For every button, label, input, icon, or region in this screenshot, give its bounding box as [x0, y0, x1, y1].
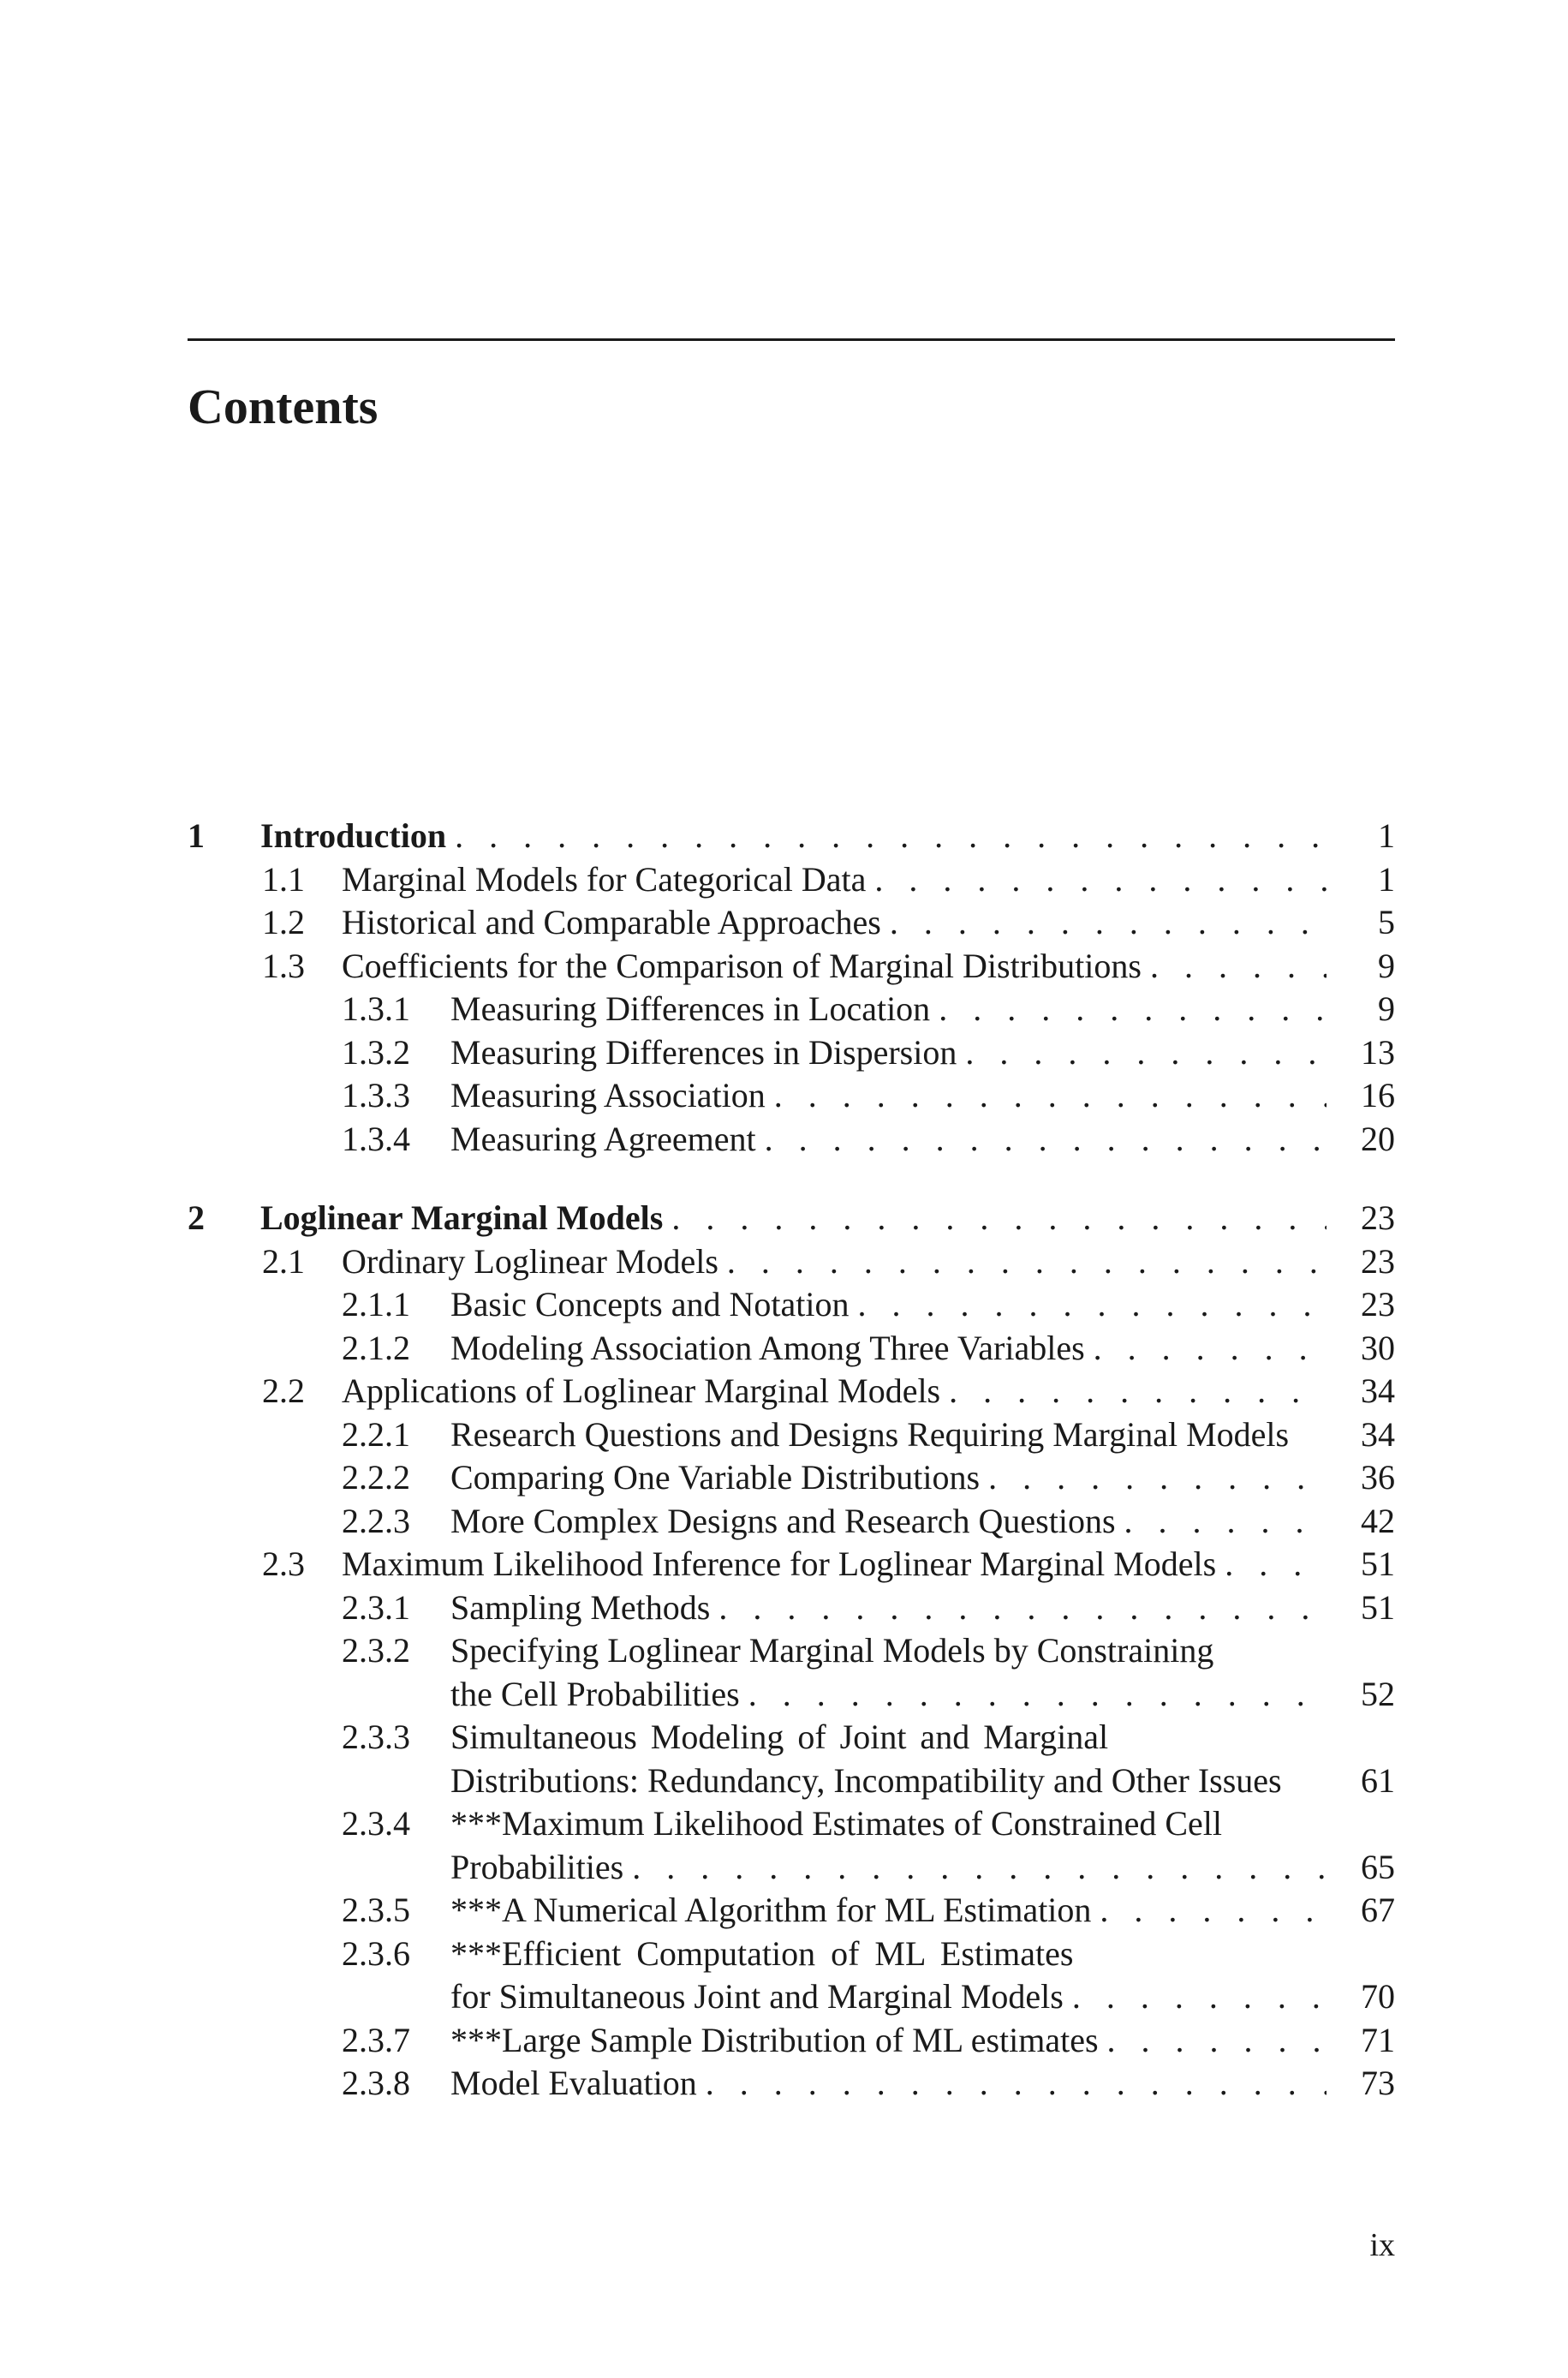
subsection-title-line2: Distributions: Redundancy, Incompatibility and Other Issues: [450, 1760, 1282, 1800]
toc-entry-2-2-3[interactable]: [188, 1500, 1395, 1544]
dot-leader: [1085, 1327, 1327, 1371]
section-number: 1.2: [262, 903, 305, 941]
page-number: 67: [1361, 1891, 1395, 1929]
toc-entry-2-3[interactable]: [188, 1543, 1395, 1586]
subsection-number: 2.3.4: [342, 1804, 410, 1843]
toc-entry-2-1-2[interactable]: [188, 1327, 1395, 1371]
page-number: 1: [1378, 859, 1395, 899]
page-number: 30: [1361, 1328, 1395, 1367]
subsection-number: 2.2.1: [342, 1414, 410, 1454]
page-number: 23: [1361, 1198, 1395, 1237]
toc-entry-2-3-6[interactable]: [188, 1933, 1395, 1976]
section-title: Historical and Comparable Approaches: [342, 903, 881, 941]
page-number: 1: [1378, 816, 1395, 855]
dot-leader: [1116, 1500, 1327, 1544]
toc-entry-2-3-4-cont[interactable]: [188, 1846, 1395, 1890]
chapter-title: Introduction: [260, 816, 447, 855]
page-number: 42: [1361, 1501, 1395, 1540]
page-number: 5: [1378, 903, 1395, 941]
subsection-title: Basic Concepts and Notation: [450, 1285, 850, 1323]
toc-entry-2-3-7[interactable]: [188, 2019, 1395, 2063]
toc-entry-2-2-1[interactable]: [188, 1413, 1395, 1457]
subsection-title-line1: Simultaneous Modeling of Joint and Marginal: [450, 1718, 1109, 1756]
page-number: 34: [1361, 1371, 1395, 1410]
toc-chapter-2[interactable]: [188, 1197, 1395, 1240]
dot-leader: [1099, 2019, 1327, 2063]
toc-entry-2-2-2[interactable]: [188, 1456, 1395, 1500]
toc-entry-1-3[interactable]: [188, 945, 1395, 989]
chapter-number: 1: [188, 816, 205, 855]
toc-entry-2-3-6-cont[interactable]: [188, 1975, 1395, 2019]
section-number: 2.1: [262, 1241, 305, 1281]
toc-entry-2-3-5[interactable]: [188, 1889, 1395, 1933]
subsection-number: 2.2.3: [342, 1501, 410, 1540]
subsection-number: 2.3.5: [342, 1891, 410, 1929]
dot-leader: [1142, 945, 1327, 989]
page-number: 23: [1361, 1285, 1395, 1323]
dot-leader: [940, 1370, 1327, 1413]
dot-leader: [710, 1586, 1327, 1630]
page-folio: ix: [1369, 2227, 1395, 2263]
top-rule: [188, 338, 1395, 341]
section-title: Ordinary Loglinear Models: [342, 1241, 718, 1281]
subsection-title: Sampling Methods: [450, 1587, 711, 1627]
toc-entry-2-3-3[interactable]: [188, 1716, 1395, 1760]
subsection-title: Model Evaluation: [450, 2064, 697, 2102]
toc-chapter-1[interactable]: [188, 815, 1395, 858]
page-number: 61: [1361, 1760, 1395, 1800]
subsection-number: 2.3.8: [342, 2064, 410, 2102]
dot-leader: [718, 1240, 1327, 1284]
subsection-number: 2.3.3: [342, 1718, 410, 1756]
dot-leader: [930, 988, 1327, 1031]
toc-entry-2-3-2-cont[interactable]: [188, 1673, 1395, 1717]
toc-entry-1-3-1[interactable]: [188, 988, 1395, 1031]
page-number: 34: [1361, 1414, 1395, 1454]
subsection-title-line2: for Simultaneous Joint and Marginal Models: [450, 1977, 1064, 2016]
page-number: 51: [1361, 1587, 1395, 1627]
subsection-number: 2.3.1: [342, 1587, 410, 1627]
subsection-number: 2.3.2: [342, 1631, 410, 1670]
toc-entry-2-1[interactable]: [188, 1240, 1395, 1284]
subsection-number: 2.2.2: [342, 1458, 410, 1497]
dot-leader: [866, 858, 1327, 902]
section-number: 2.2: [262, 1371, 305, 1410]
page-number: 20: [1361, 1119, 1395, 1158]
toc-entry-1-3-2[interactable]: [188, 1031, 1395, 1075]
dot-leader: [849, 1283, 1327, 1327]
toc-entry-1-3-3[interactable]: [188, 1074, 1395, 1118]
page-title: Contents: [188, 379, 379, 434]
subsection-number: 2.3.7: [342, 2020, 410, 2059]
subsection-title-line1: ***Efficient Computation of ML Estimates: [450, 1933, 1074, 1973]
dot-leader: [957, 1031, 1327, 1075]
subsection-number: 1.3.2: [342, 1032, 410, 1072]
page-number: 73: [1361, 2064, 1395, 2102]
toc-entry-2-1-1[interactable]: [188, 1283, 1395, 1327]
dot-leader: [740, 1673, 1327, 1717]
page-number: 36: [1361, 1458, 1395, 1497]
section-number: 1.3: [262, 946, 305, 985]
subsection-number: 1.3.4: [342, 1119, 410, 1158]
dot-leader: [980, 1456, 1327, 1500]
chapter-title: Loglinear Marginal Models: [260, 1198, 664, 1237]
toc-entry-2-3-2[interactable]: [188, 1629, 1395, 1673]
subsection-number: 2.3.6: [342, 1933, 410, 1973]
subsection-title: Modeling Association Among Three Variables: [450, 1328, 1085, 1367]
subsection-title: Measuring Differences in Location: [450, 989, 931, 1028]
page-number: 9: [1378, 946, 1395, 985]
section-title: Marginal Models for Categorical Data: [342, 859, 867, 899]
subsection-title: Measuring Association: [450, 1076, 766, 1114]
toc-entry-1-1[interactable]: [188, 858, 1395, 902]
page-number: 23: [1361, 1241, 1395, 1281]
dot-leader: [623, 1846, 1327, 1890]
toc-entry-2-3-4[interactable]: [188, 1802, 1395, 1846]
dot-leader: [881, 901, 1327, 945]
subsection-number: 2.1.2: [342, 1328, 410, 1367]
subsection-number: 2.1.1: [342, 1285, 410, 1323]
toc-entry-1-2[interactable]: [188, 901, 1395, 945]
subsection-title: Comparing One Variable Distributions: [450, 1458, 981, 1497]
section-number: 2.3: [262, 1545, 305, 1583]
dot-leader: [756, 1118, 1327, 1162]
dot-leader: [766, 1074, 1327, 1118]
subsection-title-line2: Probabilities: [450, 1847, 624, 1886]
dot-leader: [1064, 1975, 1327, 2019]
subsection-title: Research Questions and Designs Requiring Marginal Models: [450, 1414, 1290, 1454]
page-number: 65: [1361, 1847, 1395, 1886]
page-number: 9: [1378, 989, 1395, 1028]
subsection-title: More Complex Designs and Research Questions: [450, 1501, 1116, 1540]
section-title: Maximum Likelihood Inference for Loglinear Marginal Models: [342, 1545, 1217, 1583]
toc-entry-1-3-4[interactable]: [188, 1118, 1395, 1162]
subsection-number: 1.3.3: [342, 1076, 410, 1114]
page-number: 71: [1361, 2020, 1395, 2059]
dot-leader: [1091, 1889, 1327, 1933]
dot-leader: [446, 815, 1327, 858]
page-number: 52: [1361, 1674, 1395, 1713]
page-number: 51: [1361, 1545, 1395, 1583]
table-of-contents: [188, 815, 1395, 2106]
chapter-number: 2: [188, 1198, 205, 1237]
subsection-title-line1: Specifying Loglinear Marginal Models by Constraining: [450, 1631, 1214, 1670]
subsection-title-line1: ***Maximum Likelihood Estimates of Constrained Cell: [450, 1804, 1222, 1843]
dot-leader: [697, 2062, 1327, 2106]
subsection-title: Measuring Agreement: [450, 1119, 756, 1158]
page-number: 16: [1361, 1076, 1395, 1114]
subsection-title-line2: the Cell Probabilities: [450, 1674, 740, 1713]
dot-leader: [1216, 1543, 1327, 1586]
section-title: Applications of Loglinear Marginal Models: [342, 1371, 941, 1410]
toc-entry-2-2[interactable]: [188, 1370, 1395, 1413]
dot-leader: [663, 1197, 1327, 1240]
toc-entry-2-3-1[interactable]: [188, 1586, 1395, 1630]
subsection-number: 1.3.1: [342, 989, 410, 1028]
toc-entry-2-3-3-cont[interactable]: [188, 1760, 1395, 1803]
toc-entry-2-3-8[interactable]: [188, 2062, 1395, 2106]
section-number: 1.1: [262, 859, 305, 899]
subsection-title: ***Large Sample Distribution of ML estimates: [450, 2020, 1099, 2059]
page-number: 70: [1361, 1977, 1395, 2016]
subsection-title: ***A Numerical Algorithm for ML Estimation: [450, 1891, 1092, 1929]
subsection-title: Measuring Differences in Dispersion: [450, 1032, 957, 1072]
section-title: Coefficients for the Comparison of Marginal Distributions: [342, 946, 1142, 985]
page-number: 13: [1361, 1032, 1395, 1072]
